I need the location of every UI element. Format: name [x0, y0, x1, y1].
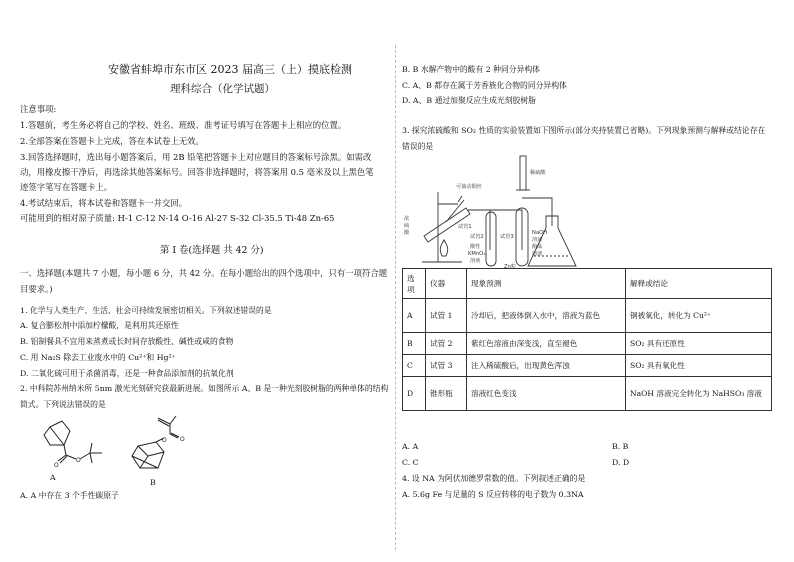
table-row — [403, 299, 772, 333]
table-cell: D — [403, 377, 426, 411]
table-cell: 锥形瓶 — [426, 377, 467, 411]
notes-heading: 注意事项: — [20, 104, 57, 114]
label-a: A — [50, 473, 56, 482]
structure-b — [118, 412, 190, 474]
table-header: 选项 — [403, 269, 426, 299]
acid-label: 浓 — [404, 216, 410, 222]
q3-stem: 错误的是 — [402, 142, 434, 151]
q4-stem: 4. 设 NA 为阿伏加德罗常数的值。下列叙述正确的是 — [402, 474, 586, 483]
note-item: 迹签字笔写在答题卡上。 — [20, 182, 113, 192]
q1-option: D. 二氧化硫可用于杀菌消毒，还是一种食品添加剂的抗氧化剂 — [20, 369, 234, 378]
tube3-label: 试管3 — [500, 234, 514, 240]
svg-text:O: O — [76, 457, 81, 464]
note-item: 动，用橡皮擦干净后，再选涂其他答案标号。回答非选择题时，将答案用 0.5 毫米及以上黑色笔 — [20, 167, 374, 177]
flame-icon — [440, 240, 447, 256]
table-header: 解释或结论 — [626, 269, 772, 299]
table-cell: 注入稀硫酸后，出现黄色浑浊 — [467, 355, 626, 377]
q2-stem: 2. 中科院苏州纳米所 5nm 激光光刻研究获最新进展。如图所示 A、B 是一种光刻胶树脂的两种单体的结构 — [20, 384, 389, 393]
table-cell: NaOH 溶液完全转化为 NaHSO₃ 溶液 — [626, 377, 772, 411]
copper-wire-label: 可抽动铜丝 — [456, 184, 482, 190]
phenol-label: 酚酞 — [532, 244, 543, 250]
phenol-label: 溶液 — [532, 251, 543, 257]
tube1-label: 试管1 — [458, 224, 472, 230]
table-cell: 铜被氧化，转化为 Cu²⁺ — [626, 299, 772, 333]
q1-stem: 1. 化学与人类生产、生活、社会可持续发展密切相关。下列叙述错误的是 — [20, 306, 272, 315]
table-cell: 试管 1 — [426, 299, 467, 333]
section-instruction: 目要求。) — [20, 284, 53, 294]
table-cell: 紫红色溶液由深变浅，直至褪色 — [467, 333, 626, 355]
exam-subtitle: 理科综合（化学试题） — [170, 83, 275, 95]
bridge-bond — [50, 427, 64, 445]
table-cell: 试管 2 — [426, 333, 467, 355]
tube2-label: 试管2 — [470, 234, 484, 240]
q2-option-a: A. A 中存在 3 个手性碳原子 — [20, 491, 119, 500]
table-cell: B — [403, 333, 426, 355]
adamantane-cage — [132, 442, 164, 468]
note-item: 4.考试结束后，将本试卷和答题卡一并交回。 — [20, 198, 188, 208]
q3-option: D. D — [612, 458, 630, 467]
table-row — [403, 333, 772, 355]
table-cell: C — [403, 355, 426, 377]
structure-a — [36, 415, 114, 471]
acid-label: 酸 — [404, 230, 410, 236]
naoh-label: 溶液 — [532, 237, 543, 243]
q3-table — [402, 268, 772, 411]
table-cell: SO₂ 具有氧化性 — [626, 355, 772, 377]
table-cell: 冷却后，把液体倒入水中，溶液为蓝色 — [467, 299, 626, 333]
q1-option: C. 用 Na₂S 除去工业废水中的 Cu²⁺和 Hg²⁺ — [20, 353, 176, 362]
note-item: 2.全部答案在答题卡上完成，答在本试卷上无效。 — [20, 136, 204, 146]
q1-option: B. 铝制餐具不宜用来蒸煮或长时间存放酸性、碱性或咸的食物 — [20, 337, 234, 346]
table-cell: 溶液红色变浅 — [467, 377, 626, 411]
table-row — [403, 355, 772, 377]
q3-stem: 3. 探究浓硫酸和 SO₂ 性质的实验装置如下图所示(部分夹持装置已省略)。下列现象预测与解释或结论存在 — [402, 126, 766, 135]
q4-option-a: A. 5.6g Fe 与足量的 S 反应转移的电子数为 0.3NA — [402, 490, 584, 499]
svg-text:O: O — [180, 436, 185, 443]
apparatus-diagram — [402, 152, 582, 270]
kmno4-label: 酸性 — [470, 244, 481, 250]
table-row — [403, 377, 772, 411]
dropping-funnel — [520, 156, 526, 190]
kmno4-label: 溶液 — [470, 258, 481, 264]
atomic-masses: 可能用到的相对原子质量: H-1 C-12 N-14 O-16 Al-27 S-32 Cl-35.5 Ti-48 Zn-65 — [20, 213, 335, 223]
table-cell: SO₂ 具有还原性 — [626, 333, 772, 355]
note-item: 1.答题前，考生务必将自己的学校、姓名、班级、准考证号填写在答题卡上相应的位置。 — [20, 120, 347, 130]
label-b: B — [150, 478, 156, 487]
naoh-label: NaOH — [532, 230, 548, 236]
q2-stem: 简式。下列说法错误的是 — [20, 400, 106, 409]
test-tube-2 — [486, 212, 496, 266]
exam-title: 安徽省蚌埠市东市区 2023 届高三（上）摸底检测 — [108, 63, 352, 76]
q2-option: B. B 水解产物中的酸有 2 种同分异构体 — [402, 65, 540, 74]
table-cell: A — [403, 299, 426, 333]
column-divider — [395, 45, 396, 550]
kmno4-label: KMnO₄ — [468, 251, 486, 257]
q3-option: A. A — [402, 442, 419, 451]
section-title: 第 Ⅰ 卷(选择题 共 42 分) — [160, 245, 264, 256]
q2-option: C. A、B 都存在属于芳香族化合物的同分异构体 — [402, 81, 567, 90]
dilute-acid-label: 稀硫酸 — [530, 170, 546, 176]
zn-label: Zn粒 — [504, 264, 517, 270]
q2-option: D. A、B 通过加聚反应生成光刻胶树脂 — [402, 96, 536, 105]
table-cell: 试管 3 — [426, 355, 467, 377]
section-instruction: 一、选择题(本题共 7 小题，每小题 6 分，共 42 分。在每小题给出的四个选项中，只有一项符合题 — [20, 268, 388, 278]
q3-option: C. C — [402, 458, 419, 467]
acid-label: 硫 — [404, 223, 410, 229]
svg-text:O: O — [54, 462, 59, 469]
note-item: 3.回答选择题时，选出每小题答案后，用 2B 铅笔把答题卡上对应题目的答案标号涂黑。如需改 — [20, 152, 372, 162]
copper-wire — [458, 196, 462, 202]
table-header: 仪器 — [426, 269, 467, 299]
bicyclic-ring — [44, 421, 70, 445]
table-header: 现象预测 — [467, 269, 626, 299]
q1-option: A. 复合膨松剂中添加柠檬酸，是利用其还原性 — [20, 321, 179, 330]
svg-text:O: O — [162, 437, 167, 444]
q3-option: B. B — [612, 442, 629, 451]
